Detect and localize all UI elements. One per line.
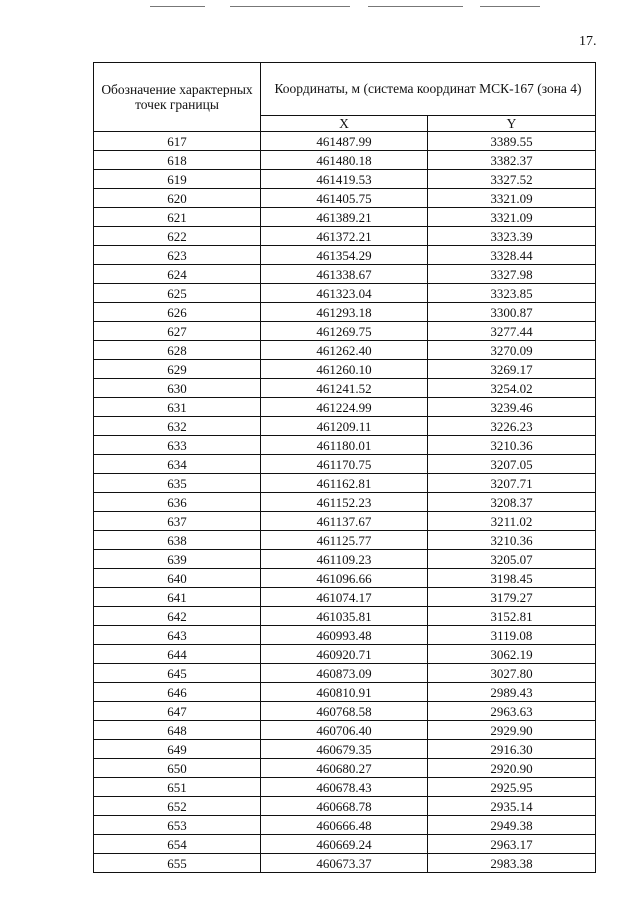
y-coordinate-cell: 2935.14 [428,797,596,816]
y-coordinate-cell: 3382.37 [428,151,596,170]
y-coordinate-cell: 3254.02 [428,379,596,398]
x-coordinate-cell: 461323.04 [261,284,428,303]
y-coordinate-cell: 3321.09 [428,189,596,208]
x-coordinate-cell: 461293.18 [261,303,428,322]
y-coordinate-cell: 3179.27 [428,588,596,607]
point-number-cell: 644 [94,645,261,664]
coordinates-table [93,62,596,873]
table-row [94,379,596,398]
x-coordinate-cell: 461035.81 [261,607,428,626]
table-row [94,835,596,854]
x-coordinate-cell: 461372.21 [261,227,428,246]
table-row [94,170,596,189]
point-number-cell: 635 [94,474,261,493]
point-number-cell: 622 [94,227,261,246]
point-number-cell: 649 [94,740,261,759]
y-coordinate-cell: 2963.17 [428,835,596,854]
point-number-cell: 618 [94,151,261,170]
x-coordinate-cell: 461109.23 [261,550,428,569]
x-coordinate-cell: 460673.37 [261,854,428,873]
x-coordinate-cell: 461241.52 [261,379,428,398]
table-row [94,303,596,322]
x-coordinate-cell: 460669.24 [261,835,428,854]
point-number-cell: 619 [94,170,261,189]
y-coordinate-cell: 3210.36 [428,531,596,550]
header-coordinates: Координаты, м (система координат МСК-167 (зона 4) [261,63,596,116]
y-coordinate-cell: 3327.52 [428,170,596,189]
y-coordinate-cell: 2949.38 [428,816,596,835]
table-row [94,189,596,208]
table-body [94,132,596,873]
x-coordinate-cell: 460993.48 [261,626,428,645]
x-coordinate-cell: 461419.53 [261,170,428,189]
y-coordinate-cell: 2989.43 [428,683,596,702]
x-coordinate-cell: 461260.10 [261,360,428,379]
table-row [94,664,596,683]
table-row [94,683,596,702]
table-row [94,398,596,417]
table-row [94,227,596,246]
point-number-cell: 637 [94,512,261,531]
y-coordinate-cell: 3062.19 [428,645,596,664]
point-number-cell: 640 [94,569,261,588]
point-number-cell: 641 [94,588,261,607]
y-coordinate-cell: 3328.44 [428,246,596,265]
table-row [94,759,596,778]
x-coordinate-cell: 461162.81 [261,474,428,493]
point-number-cell: 652 [94,797,261,816]
point-number-cell: 620 [94,189,261,208]
y-coordinate-cell: 2929.90 [428,721,596,740]
x-coordinate-cell: 460706.40 [261,721,428,740]
table-row [94,246,596,265]
x-coordinate-cell: 460680.27 [261,759,428,778]
x-coordinate-cell: 460666.48 [261,816,428,835]
x-coordinate-cell: 461262.40 [261,341,428,360]
point-number-cell: 638 [94,531,261,550]
point-number-cell: 627 [94,322,261,341]
x-coordinate-cell: 461338.67 [261,265,428,284]
y-coordinate-cell: 3211.02 [428,512,596,531]
y-coordinate-cell: 3323.85 [428,284,596,303]
y-coordinate-cell: 2925.95 [428,778,596,797]
table-row [94,740,596,759]
point-number-cell: 621 [94,208,261,227]
x-coordinate-cell: 461074.17 [261,588,428,607]
point-number-cell: 629 [94,360,261,379]
point-number-cell: 642 [94,607,261,626]
x-coordinate-cell: 461125.77 [261,531,428,550]
point-number-cell: 643 [94,626,261,645]
table-row [94,265,596,284]
header-points: Обозначение характерных точек границы [94,63,261,132]
y-coordinate-cell: 3389.55 [428,132,596,151]
table-row [94,816,596,835]
point-number-cell: 647 [94,702,261,721]
point-number-cell: 634 [94,455,261,474]
table-row [94,132,596,151]
x-coordinate-cell: 460873.09 [261,664,428,683]
table-row [94,208,596,227]
x-coordinate-cell: 461405.75 [261,189,428,208]
point-number-cell: 648 [94,721,261,740]
y-coordinate-cell: 3152.81 [428,607,596,626]
scan-artifact-line [368,6,463,7]
point-number-cell: 617 [94,132,261,151]
x-coordinate-cell: 461480.18 [261,151,428,170]
x-coordinate-cell: 461354.29 [261,246,428,265]
point-number-cell: 628 [94,341,261,360]
table-row [94,550,596,569]
x-coordinate-cell: 460920.71 [261,645,428,664]
x-coordinate-cell: 461170.75 [261,455,428,474]
y-coordinate-cell: 3323.39 [428,227,596,246]
point-number-cell: 632 [94,417,261,436]
x-coordinate-cell: 460679.35 [261,740,428,759]
table-row [94,493,596,512]
y-coordinate-cell: 2920.90 [428,759,596,778]
point-number-cell: 645 [94,664,261,683]
table-row [94,322,596,341]
scan-artifact-line [150,6,205,7]
x-coordinate-cell: 461389.21 [261,208,428,227]
y-coordinate-cell: 3119.08 [428,626,596,645]
point-number-cell: 626 [94,303,261,322]
y-coordinate-cell: 3239.46 [428,398,596,417]
table-row [94,569,596,588]
point-number-cell: 624 [94,265,261,284]
y-coordinate-cell: 3205.07 [428,550,596,569]
table-row [94,151,596,170]
x-coordinate-cell: 461096.66 [261,569,428,588]
y-coordinate-cell: 3208.37 [428,493,596,512]
point-number-cell: 630 [94,379,261,398]
table-row [94,702,596,721]
y-coordinate-cell: 2983.38 [428,854,596,873]
table-row [94,854,596,873]
y-coordinate-cell: 3277.44 [428,322,596,341]
scan-artifact-line [480,6,540,7]
table-row [94,436,596,455]
header-x: X [261,116,428,132]
y-coordinate-cell: 3207.71 [428,474,596,493]
y-coordinate-cell: 3198.45 [428,569,596,588]
x-coordinate-cell: 461224.99 [261,398,428,417]
point-number-cell: 655 [94,854,261,873]
x-coordinate-cell: 461487.99 [261,132,428,151]
x-coordinate-cell: 461269.75 [261,322,428,341]
table-row [94,531,596,550]
table-row [94,455,596,474]
x-coordinate-cell: 460678.43 [261,778,428,797]
table-row [94,284,596,303]
page-number: 17. [579,34,597,49]
table-row [94,588,596,607]
table-row [94,797,596,816]
table-row [94,341,596,360]
table-row [94,360,596,379]
y-coordinate-cell: 3270.09 [428,341,596,360]
x-coordinate-cell: 460768.58 [261,702,428,721]
y-coordinate-cell: 3210.36 [428,436,596,455]
scan-artifact-line [230,6,350,7]
y-coordinate-cell: 3321.09 [428,208,596,227]
point-number-cell: 633 [94,436,261,455]
y-coordinate-cell: 3207.05 [428,455,596,474]
table-row [94,417,596,436]
y-coordinate-cell: 3226.23 [428,417,596,436]
table-row [94,721,596,740]
table-row [94,512,596,531]
x-coordinate-cell: 460810.91 [261,683,428,702]
table-row [94,474,596,493]
y-coordinate-cell: 3327.98 [428,265,596,284]
y-coordinate-cell: 3269.17 [428,360,596,379]
point-number-cell: 625 [94,284,261,303]
point-number-cell: 636 [94,493,261,512]
header-y: Y [428,116,596,132]
y-coordinate-cell: 2916.30 [428,740,596,759]
x-coordinate-cell: 461137.67 [261,512,428,531]
point-number-cell: 639 [94,550,261,569]
y-coordinate-cell: 3027.80 [428,664,596,683]
point-number-cell: 653 [94,816,261,835]
table-header-row [94,63,596,116]
point-number-cell: 651 [94,778,261,797]
y-coordinate-cell: 3300.87 [428,303,596,322]
x-coordinate-cell: 461209.11 [261,417,428,436]
table-row [94,778,596,797]
table-row [94,626,596,645]
point-number-cell: 646 [94,683,261,702]
y-coordinate-cell: 2963.63 [428,702,596,721]
point-number-cell: 654 [94,835,261,854]
point-number-cell: 631 [94,398,261,417]
x-coordinate-cell: 461152.23 [261,493,428,512]
table-row [94,645,596,664]
point-number-cell: 623 [94,246,261,265]
x-coordinate-cell: 461180.01 [261,436,428,455]
point-number-cell: 650 [94,759,261,778]
x-coordinate-cell: 460668.78 [261,797,428,816]
table-row [94,607,596,626]
